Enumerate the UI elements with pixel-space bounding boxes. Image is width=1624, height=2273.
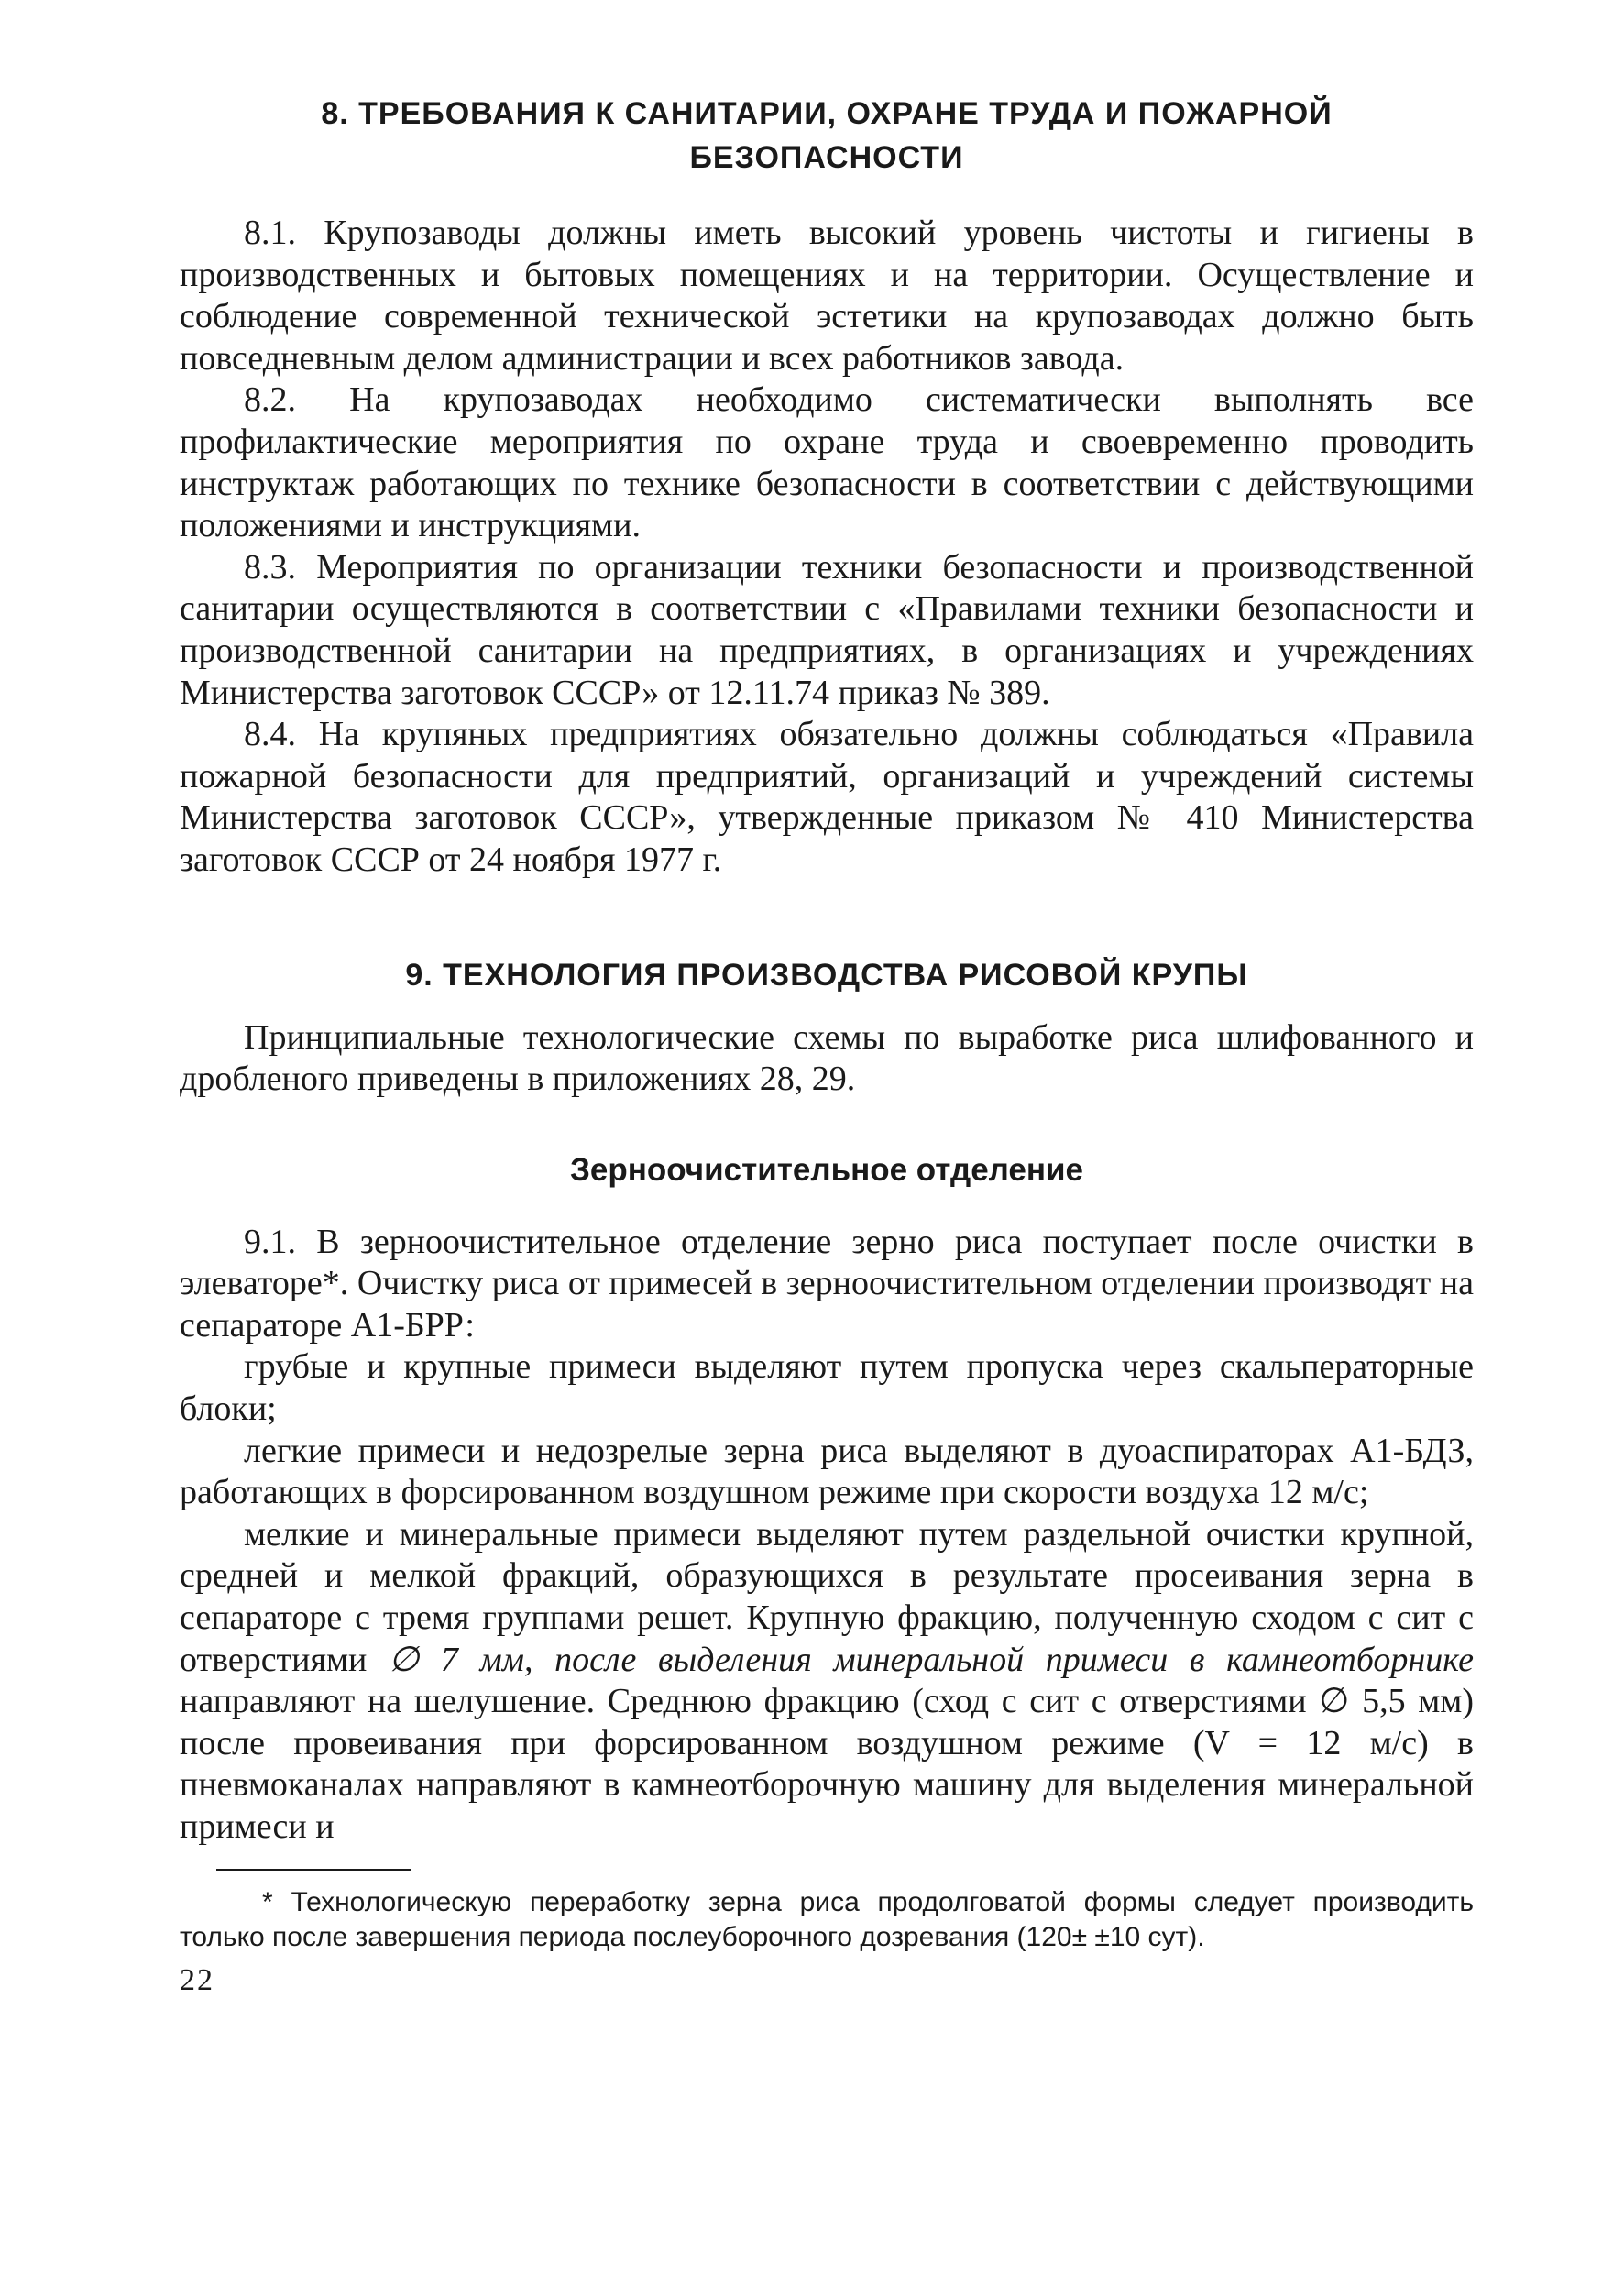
paragraph-light-impurities: легкие примеси и недозрелые зерна риса выделяют в дуоаспираторах А1-БДЗ, работающих в форсированном воздушном режиме при скорости воздуха 12 м/с; <box>180 1431 1474 1512</box>
footnote-divider <box>216 1869 411 1871</box>
section-8-title-line-2: БЕЗОПАСНОСТИ <box>689 140 964 175</box>
section-8-heading <box>180 92 1474 180</box>
section-9-intro: Принципиальные технологические схемы по выработке риса шлифованного и дробленого приведены в приложениях 28, 29. <box>180 1017 1474 1099</box>
footnote: * Технологическую переработку зерна риса продолговатой формы следует производить только после завершения периода послеуборочного дозревания (120± ±10 сут). <box>180 1886 1474 1952</box>
mineral-text-italic: ∅ 7 мм, после выделения минеральной примеси в камнеотборнике <box>389 1640 1474 1679</box>
paragraph-8-2: 8.2. На крупозаводах необходимо систематически выполнять все профилактические мероприятия по охране труда и своевременно проводить инструктаж работающих по технике безопасности в соответствии с действующими положениями и инструкциями. <box>180 380 1474 545</box>
section-9-heading: 9. ТЕХНОЛОГИЯ ПРОИЗВОДСТВА РИСОВОЙ КРУПЫ <box>405 957 1248 993</box>
paragraph-8-1: 8.1. Крупозаводы должны иметь высокий уровень чистоты и гигиены в производственных и бытовых помещениях и на территории. Осуществление и соблюдение современной технической эстетики на крупозаводах должно быть повседневным делом администрации и всех работников завода. <box>180 214 1474 378</box>
paragraph-9-1: 9.1. В зерноочистительное отделение зерно риса поступает после очистки в элеваторе*. Очистку риса от примесей в зерноочистительном отделении производят на сепараторе А1-БРР: <box>180 1222 1474 1345</box>
document-page <box>180 92 1474 1999</box>
paragraph-8-4: 8.4. На крупяных предприятиях обязательно должны соблюдаться «Правила пожарной безопасности для предприятий, организаций и учреждений системы Министерства заготовок СССР», утвержденные приказом № 410 Министерства заготовок СССР от 24 ноября 1977 г. <box>180 715 1474 879</box>
paragraph-8-3: 8.3. Мероприятия по организации техники безопасности и производственной санитарии осуществляются в соответствии с «Правилами техники безопасности и производственной санитарии на предприятиях, в организациях и учреждениях Министерства заготовок СССР» от 12.11.74 приказ № 389. <box>180 547 1474 712</box>
page-number: 22 <box>180 1962 214 1997</box>
mineral-text-part-2: направляют на шелушение. Среднюю фракцию (сход с сит с отверстиями ∅ 5,5 мм) после провеивания при форсированном воздушном режиме (V = 12 м/с) в пневмоканалах направляют в камнеотборочную машину для выделения минеральной примеси и <box>180 1682 1474 1846</box>
mineral-text-part-1: мелкие и минеральные примеси выделяют путем раздельной очистки крупной, средней и мелкой фракций, образующихся в результате просеивания зерна в сепараторе с тремя группами решет. Крупную фракцию, полученную сходом с сит с отверстиями <box>180 1514 1474 1679</box>
subsection-grain-cleaning-heading: Зерноочистительное отделение <box>569 1151 1084 1188</box>
paragraph-coarse-impurities: грубые и крупные примеси выделяют путем пропуска через скальператорные блоки; <box>180 1347 1474 1429</box>
paragraph-mineral-impurities <box>180 1514 1474 1849</box>
section-8-title-line-1: 8. ТРЕБОВАНИЯ К САНИТАРИИ, ОХРАНЕ ТРУДА И ПОЖАРНОЙ <box>321 96 1333 131</box>
